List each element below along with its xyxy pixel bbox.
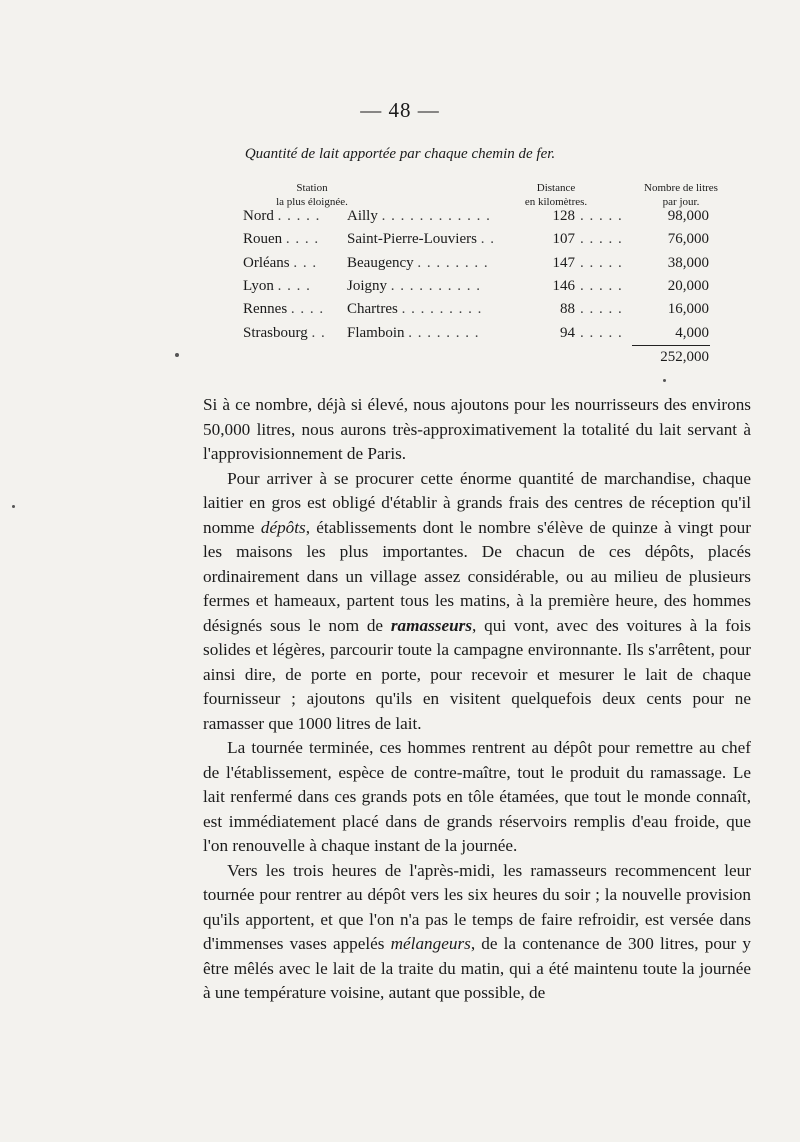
station-name: Joigny . . . . . . . . . . [347, 277, 482, 294]
page-number: — 48 — [360, 98, 440, 122]
table-title: Quantité de lait apportée par chaque chemin de fer. [244, 146, 556, 162]
print-speck [663, 379, 666, 382]
km-leader: . . . . . [580, 324, 623, 341]
line-name: Rennes . . . . [243, 301, 325, 318]
print-speck [175, 353, 179, 357]
litres-per-day: 16,000 [667, 301, 709, 318]
paragraph-2: Pour arriver à se procurer cette énorme quantité de marchandise, chaque laitier en gros est obligé d'établir à grands frais des centres de réception qu'il nomme dépôts, établissements dont le nombre s'élève de quinze à vingt pour les maisons les plus importantes. De chacun de ces dépôts, placés ordinairement dans un village assez considérable, ou au milieu de plusieurs fermes et hameaux, partent tous les matins, à la première heure, des hommes désignés sous le nom de ramasseurs, qui vont, avec des voitures à la fois solides et légères, parcourir toute la campagne environnante. Ils s'arrêtent, pour ainsi dire, de porte en porte, pour recevoir et mesurer le lait de chaque fournisseur ; ajoutons qu'ils en visitent quelquefois deux cents pour ne ramasser que 1000 litres de lait. [203, 468, 751, 733]
km-leader: . . . . . [580, 277, 623, 294]
distance-km: 128 [552, 208, 575, 224]
table-row [0, 255, 800, 277]
km-leader: . . . . . [580, 231, 623, 248]
print-speck [12, 505, 15, 508]
paragraph-1: Si à ce nombre, déjà si élevé, nous ajoutons pour les nourrisseurs des environs 50,000 litres, nous aurons très-approximativement la totalité du lait servant à l'approvisionnement de Paris. [203, 395, 751, 463]
line-name: Strasbourg . . [243, 324, 326, 341]
distance-km: 147 [552, 254, 575, 271]
station-name: Ailly . . . . . . . . . . . . [347, 208, 491, 224]
distance-km: 94 [560, 324, 575, 341]
table-row [0, 231, 800, 253]
sum-rule [632, 345, 710, 346]
litres-per-day: 4,000 [675, 324, 709, 341]
station-name: Saint-Pierre-Louviers . . [347, 231, 495, 248]
header-station: Station la plus éloignée. [276, 182, 348, 208]
body-text [203, 393, 751, 1006]
litres-per-day: 76,000 [667, 231, 709, 248]
line-name: Nord . . . . . [243, 208, 321, 224]
km-leader: . . . . . [580, 254, 623, 271]
table-row [0, 208, 800, 230]
paragraph-3: La tournée terminée, ces hommes rentrent au dépôt pour remettre au chef de l'établissement, espèce de contre-maître, tout le produit du ramassage. Le lait renfermé dans ces grands pots en tôle étamées, que tout le monde connaît, est immédiatement placé dans de grands réservoirs remplis d'eau froide, que l'on renouvelle à chaque instant de la journée. [203, 738, 751, 855]
table-total: 252,000 [660, 349, 709, 365]
litres-per-day: 98,000 [667, 208, 709, 224]
station-name: Beaugency . . . . . . . . [347, 254, 489, 271]
litres-per-day: 38,000 [667, 254, 709, 271]
distance-km: 146 [552, 277, 575, 294]
distance-km: 88 [560, 301, 575, 318]
distance-km: 107 [552, 231, 575, 248]
table-row [0, 301, 800, 323]
table-row [0, 325, 800, 347]
header-litres: Nombre de litres par jour. [644, 182, 718, 208]
km-leader: . . . . . [580, 208, 623, 224]
table-row [0, 278, 800, 300]
line-name: Rouen . . . . [243, 231, 320, 248]
line-name: Orléans . . . [243, 254, 318, 271]
header-distance: Distance en kilomètres. [524, 182, 588, 208]
station-name: Flamboin . . . . . . . . [347, 324, 480, 341]
paragraph-4: Vers les trois heures de l'après-midi, les ramasseurs recommencent leur tournée pour rentrer au dépôt vers les six heures du soir ; la nouvelle provision qu'ils apportent, et que l'on n'a pas le temps de faire refroidir, est versée dans d'immenses vases appelés mélangeurs, de la contenance de 300 litres, pour y être mêlés avec le lait de la traite du matin, qui a été maintenu toute la journée à une température voisine, autant que possible, de [203, 860, 751, 1002]
km-leader: . . . . . [580, 301, 623, 318]
line-name: Lyon . . . . [243, 277, 311, 294]
litres-per-day: 20,000 [667, 277, 709, 294]
station-name: Chartres . . . . . . . . . [347, 301, 483, 318]
